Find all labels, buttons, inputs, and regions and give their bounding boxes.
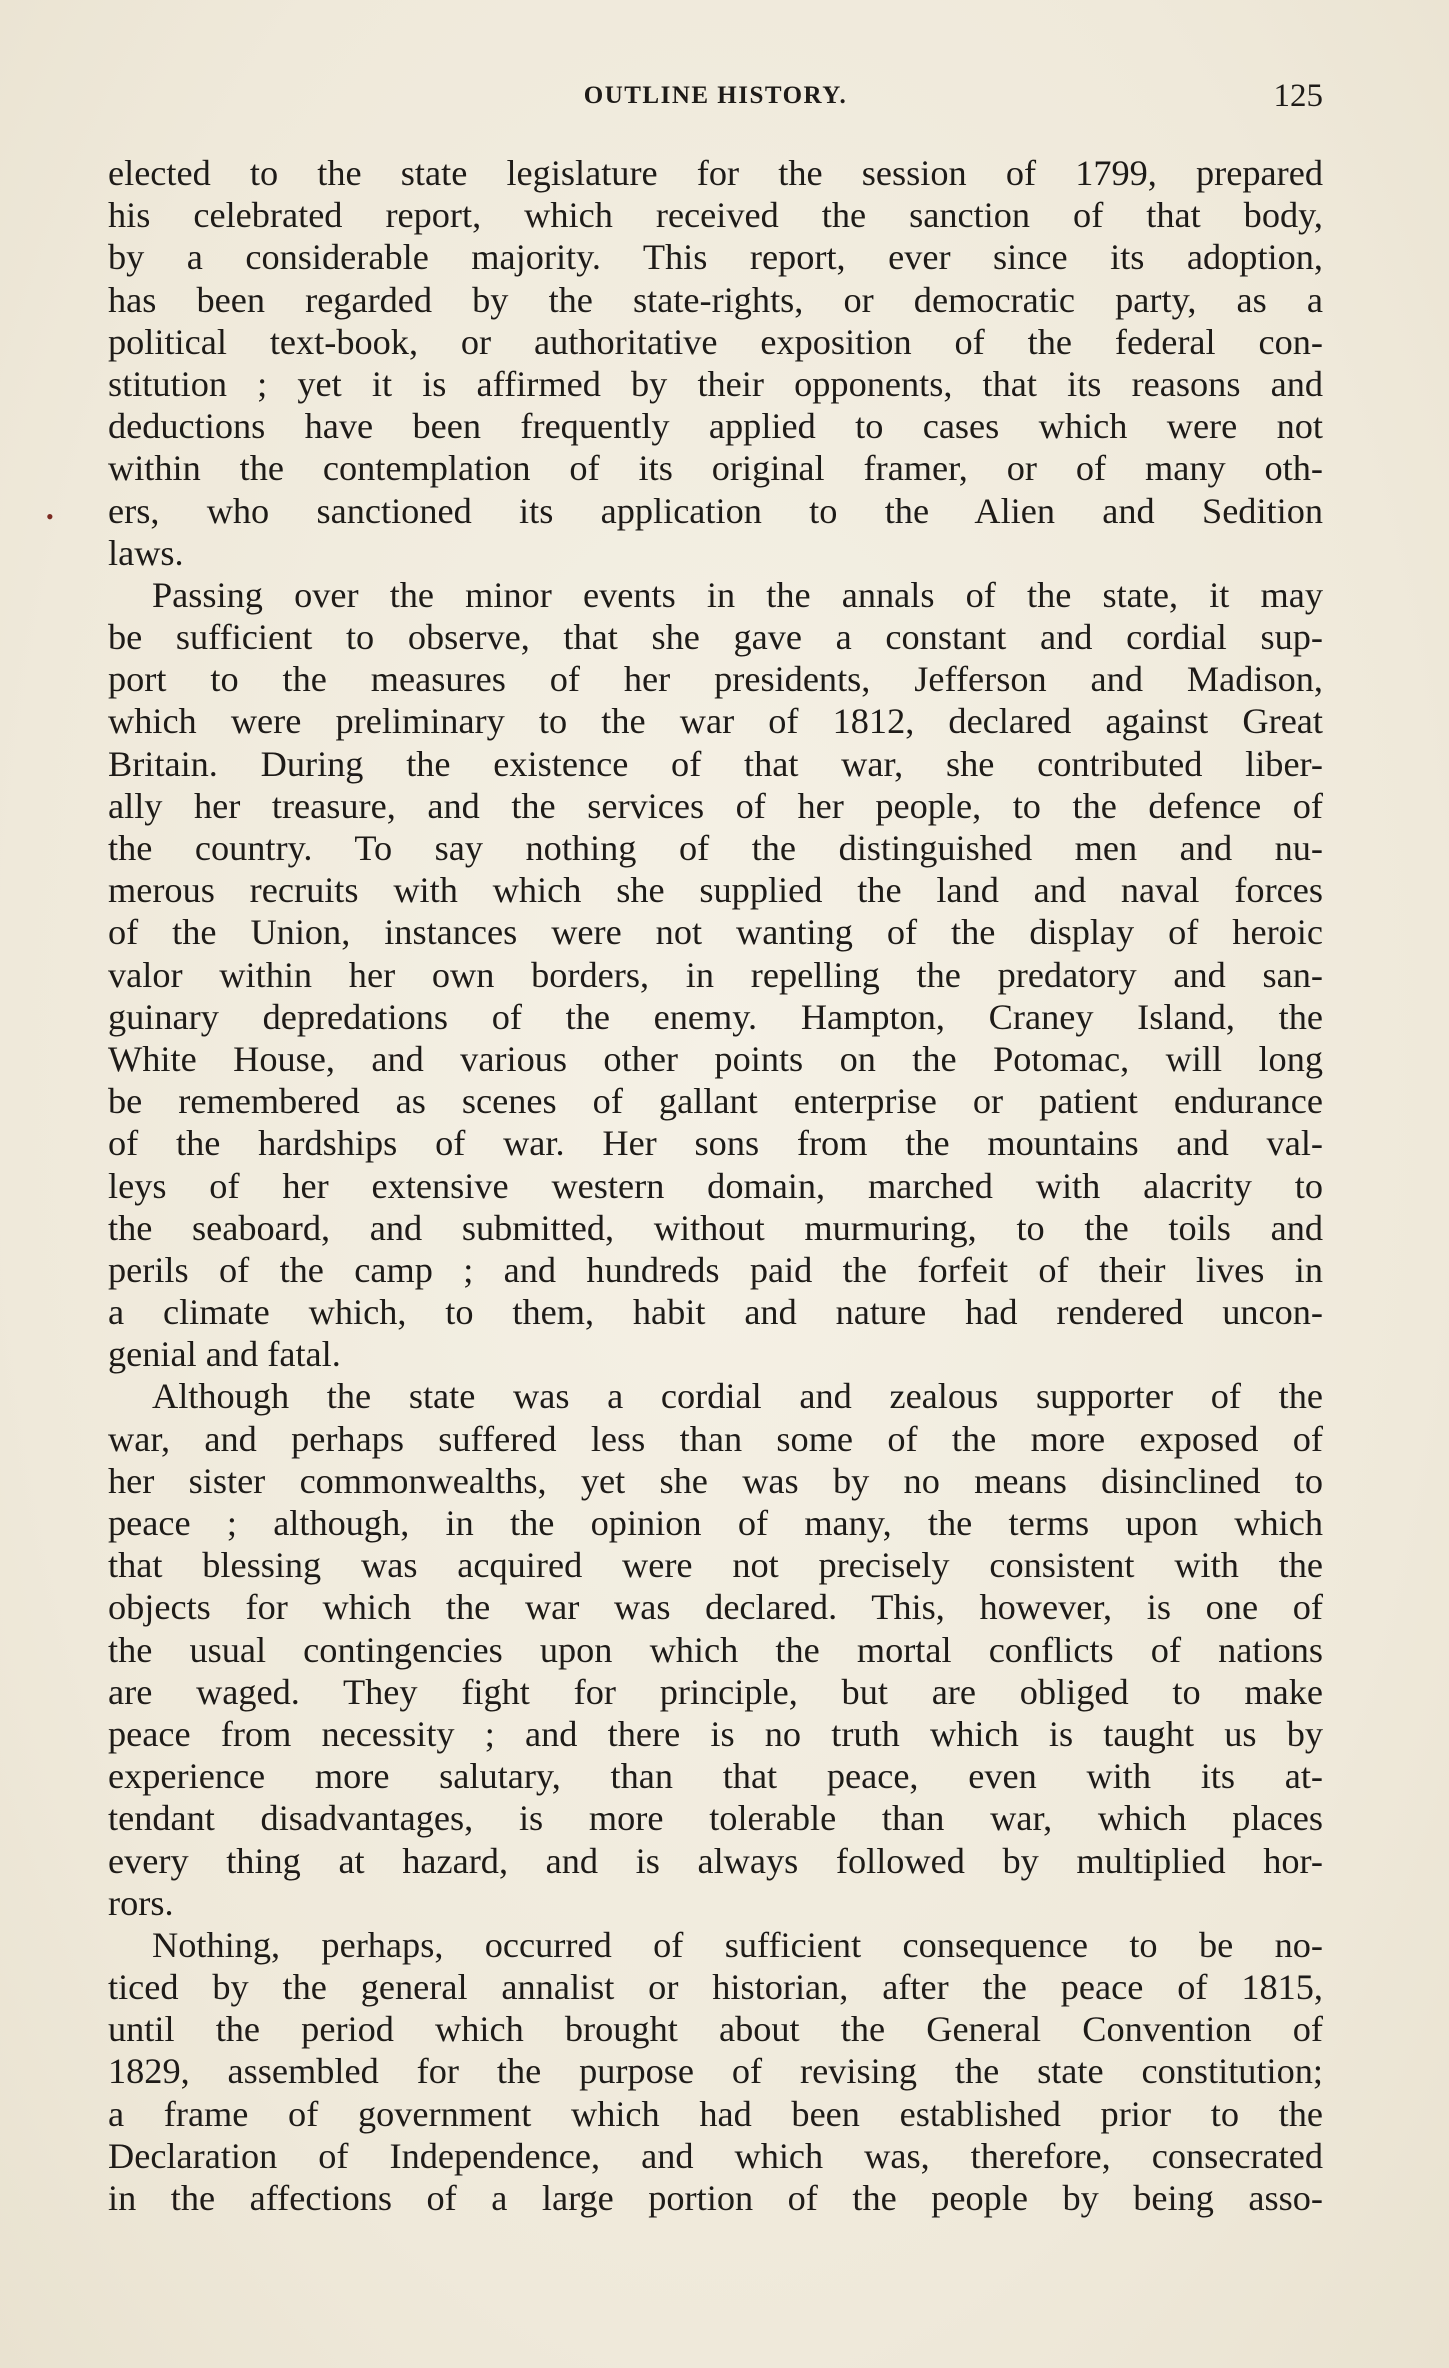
text-line: has been regarded by the state-rights, or democratic party, as a — [108, 279, 1323, 320]
text-line: Britain. During the existence of that war, she contributed liber- — [108, 743, 1323, 784]
text-line: leys of her extensive western domain, marched with alacrity to — [108, 1165, 1323, 1206]
text-line: White House, and various other points on the Potomac, will long — [108, 1038, 1323, 1079]
text-line: of the hardships of war. Her sons from the mountains and val- — [108, 1123, 1323, 1164]
text-line: in the affections of a large portion of the people by being asso- — [108, 2178, 1323, 2218]
text-line: be sufficient to observe, that she gave a constant and cordial sup- — [108, 617, 1323, 658]
page-number: 125 — [1273, 78, 1323, 114]
text-line: merous recruits with which she supplied the land and naval forces — [108, 870, 1323, 911]
text-line: Nothing, perhaps, occurred of sufficient consequence to be no- — [152, 1924, 1323, 1965]
text-line: ers, who sanctioned its application to the Alien and Sedition — [108, 490, 1323, 531]
text-line: Although the state was a cordial and zealous supporter of the — [152, 1376, 1323, 1417]
text-line: elected to the state legislature for the session of 1799, prepared — [108, 153, 1323, 193]
text-line: a frame of government which had been established prior to the — [108, 2093, 1323, 2134]
text-line: ticed by the general annalist or historian, after the peace of 1815, — [108, 1967, 1323, 2008]
text-line: perils of the camp ; and hundreds paid the forfeit of their lives in — [108, 1249, 1323, 1290]
text-line: which were preliminary to the war of 1812, declared against Great — [108, 701, 1323, 742]
text-line: until the period which brought about the General Convention of — [108, 2009, 1323, 2050]
text-line: of the Union, instances were not wanting of the display of heroic — [108, 912, 1323, 953]
text-line: are waged. They fight for principle, but are obliged to make — [108, 1671, 1323, 1712]
text-line: war, and perhaps suffered less than some of the more exposed of — [108, 1418, 1323, 1459]
text-line: his celebrated report, which received the sanction of that body, — [108, 195, 1323, 236]
text-line: within the contemplation of its original framer, or of many oth- — [108, 448, 1323, 489]
text-line: tendant disadvantages, is more tolerable than war, which places — [108, 1798, 1323, 1839]
text-line: Passing over the minor events in the annals of the state, it may — [152, 574, 1323, 615]
text-line: experience more salutary, than that peace, even with its at- — [108, 1756, 1323, 1797]
text-line: 1829, assembled for the purpose of revising the state constitution; — [108, 2051, 1323, 2092]
text-line: peace ; although, in the opinion of many, the terms upon which — [108, 1503, 1323, 1543]
text-line: objects for which the war was declared. This, however, is one of — [108, 1587, 1323, 1628]
text-line: that blessing was acquired were not precisely consistent with the — [108, 1545, 1323, 1586]
text-line: the seaboard, and submitted, without murmuring, to the toils and — [108, 1207, 1323, 1248]
text-line: guinary depredations of the enemy. Hampton, Craney Island, the — [108, 996, 1323, 1037]
text-line: be remembered as scenes of gallant enterprise or patient endurance — [108, 1081, 1323, 1122]
text-line: laws. — [108, 532, 184, 573]
text-line: rors. — [108, 1882, 174, 1923]
text-line: peace from necessity ; and there is no truth which is taught us by — [108, 1713, 1323, 1754]
running-head — [108, 78, 1323, 128]
text-line: the usual contingencies upon which the mortal conflicts of nations — [108, 1629, 1323, 1670]
text-line: Declaration of Independence, and which was, therefore, consecrated — [108, 2135, 1323, 2176]
text-line: the country. To say nothing of the distinguished men and nu- — [108, 828, 1323, 868]
body-text — [108, 152, 1323, 2219]
text-line: valor within her own borders, in repelling the predatory and san- — [108, 954, 1323, 995]
text-line: genial and fatal. — [108, 1334, 341, 1375]
running-title: OUTLINE HISTORY. — [583, 82, 848, 109]
text-line: a climate which, to them, habit and nature had rendered uncon- — [108, 1292, 1323, 1333]
text-line: port to the measures of her presidents, Jefferson and Madison, — [108, 659, 1323, 700]
text-line: deductions have been frequently applied to cases which were not — [108, 406, 1323, 447]
text-line: stitution ; yet it is affirmed by their opponents, that its reasons and — [108, 363, 1323, 404]
text-line: ally her treasure, and the services of her people, to the defence of — [108, 785, 1323, 826]
text-line: by a considerable majority. This report, ever since its adoption, — [108, 237, 1323, 278]
margin-mark: • — [46, 504, 54, 529]
text-line: political text-book, or authoritative exposition of the federal con- — [108, 321, 1323, 362]
text-line: every thing at hazard, and is always followed by multiplied hor- — [108, 1840, 1323, 1881]
text-line: her sister commonwealths, yet she was by no means disinclined to — [108, 1460, 1323, 1501]
